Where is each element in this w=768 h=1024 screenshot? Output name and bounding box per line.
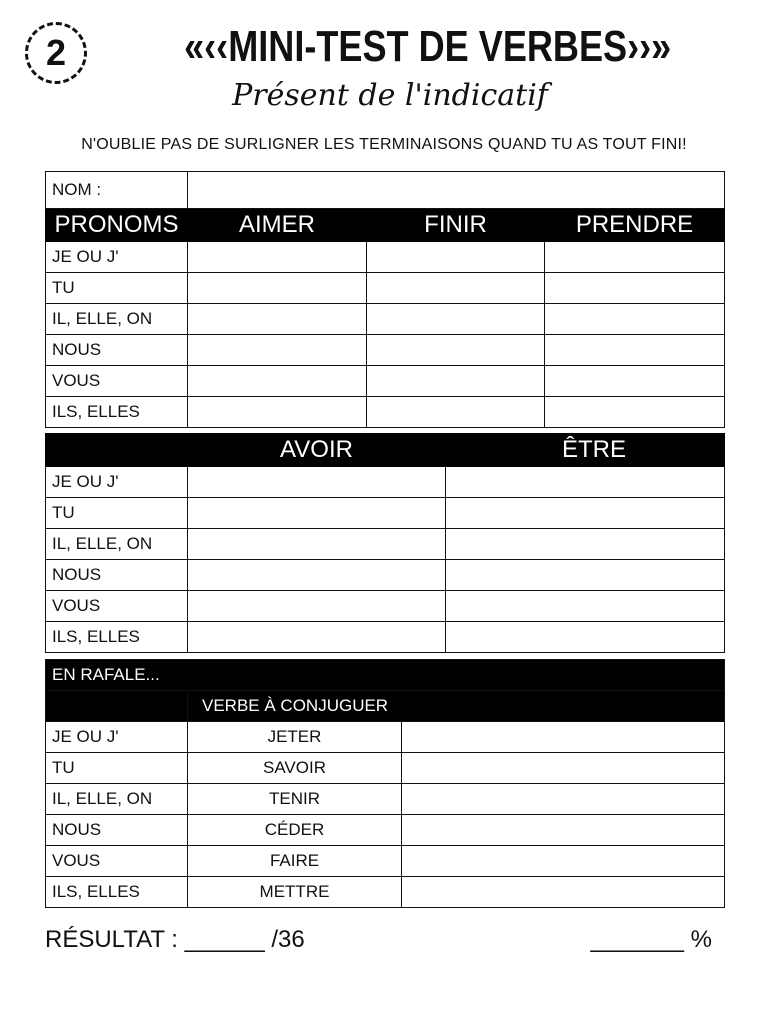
answer-cell[interactable] [545,335,725,366]
conjugation-table-1 [45,171,725,428]
header-prendre: PRENDRE [545,209,725,242]
answer-cell[interactable] [188,622,446,653]
header-pronoms: PRONOMS [46,209,188,242]
answer-cell[interactable] [188,366,367,397]
pronoun-label: TU [46,273,188,304]
pronoun-label: NOUS [46,335,188,366]
pronoun-label: TU [46,753,188,784]
table-row [46,753,725,784]
percent-line: _______ % [590,926,712,953]
answer-cell[interactable] [446,622,725,653]
pronoun-label: NOUS [46,560,188,591]
rafale-subtitle: VERBE À CONJUGUER [188,691,725,722]
table-row [46,622,725,653]
answer-cell[interactable] [188,498,446,529]
answer-cell[interactable] [188,467,446,498]
table-row [46,529,725,560]
answer-cell[interactable] [188,304,367,335]
answer-cell[interactable] [545,397,725,428]
instruction-note: N'OUBLIE PAS DE SURLIGNER LES TERMINAISONS QUAND TU AS TOUT FINI! [81,136,687,153]
verb-label: CÉDER [188,815,402,846]
pronoun-label: NOUS [46,815,188,846]
answer-cell[interactable] [367,397,545,428]
verb-label: TENIR [188,784,402,815]
answer-cell[interactable] [188,591,446,622]
answer-cell[interactable] [402,784,725,815]
header-finir: FINIR [367,209,545,242]
answer-cell[interactable] [367,304,545,335]
answer-cell[interactable] [402,722,725,753]
verb-label: FAIRE [188,846,402,877]
table-row [46,304,725,335]
answer-cell[interactable] [545,273,725,304]
answer-cell[interactable] [367,366,545,397]
pronoun-label: TU [46,498,188,529]
table-row [46,815,725,846]
pronoun-label: VOUS [46,846,188,877]
conjugation-table-2 [45,433,725,653]
table-row [46,366,725,397]
page-subtitle: Présent de l'indicatif [232,78,548,113]
table-row [46,498,725,529]
pronoun-label: ILS, ELLES [46,877,188,908]
verb-label: JETER [188,722,402,753]
pronoun-label: IL, ELLE, ON [46,304,188,335]
pronoun-label: ILS, ELLES [46,622,188,653]
answer-cell[interactable] [367,242,545,273]
answer-cell[interactable] [446,529,725,560]
badge-number: 2 [45,32,67,73]
answer-cell[interactable] [545,242,725,273]
answer-cell[interactable] [545,304,725,335]
pronoun-label: JE OU J' [46,467,188,498]
verb-label: SAVOIR [188,753,402,784]
page-title: «‹‹MINI-TEST DE VERBES››» [184,22,672,71]
table-row [46,273,725,304]
answer-cell[interactable] [402,846,725,877]
rafale-blank [46,691,188,722]
pronoun-label: VOUS [46,591,188,622]
header-aimer: AIMER [188,209,367,242]
table-row [46,722,725,753]
name-label: NOM : [46,172,188,209]
pronoun-label: VOUS [46,366,188,397]
answer-cell[interactable] [446,591,725,622]
verb-label: METTRE [188,877,402,908]
header-avoir: AVOIR [188,434,446,467]
pronoun-label: ILS, ELLES [46,397,188,428]
answer-cell[interactable] [446,560,725,591]
result-line: RÉSULTAT : ______ /36 [45,926,305,953]
rafale-title: EN RAFALE... [46,660,725,691]
answer-cell[interactable] [188,242,367,273]
table-row [46,467,725,498]
header-blank [46,434,188,467]
pronoun-label: JE OU J' [46,722,188,753]
answer-cell[interactable] [188,529,446,560]
answer-cell[interactable] [188,397,367,428]
answer-cell[interactable] [402,877,725,908]
answer-cell[interactable] [402,753,725,784]
table-row [46,877,725,908]
header-etre: ÊTRE [446,434,725,467]
table-row [46,784,725,815]
answer-cell[interactable] [367,335,545,366]
answer-cell[interactable] [402,815,725,846]
table-row [46,560,725,591]
name-field[interactable] [188,172,725,209]
table-row [46,591,725,622]
answer-cell[interactable] [188,335,367,366]
answer-cell[interactable] [446,467,725,498]
pronoun-label: IL, ELLE, ON [46,529,188,560]
pronoun-label: JE OU J' [46,242,188,273]
table-row [46,335,725,366]
pronoun-label: IL, ELLE, ON [46,784,188,815]
table-row [46,242,725,273]
answer-cell[interactable] [367,273,545,304]
table-row [46,846,725,877]
answer-cell[interactable] [188,273,367,304]
answer-cell[interactable] [446,498,725,529]
table-row [46,397,725,428]
answer-cell[interactable] [545,366,725,397]
rafale-table [45,659,725,908]
answer-cell[interactable] [188,560,446,591]
number-badge [25,22,87,84]
